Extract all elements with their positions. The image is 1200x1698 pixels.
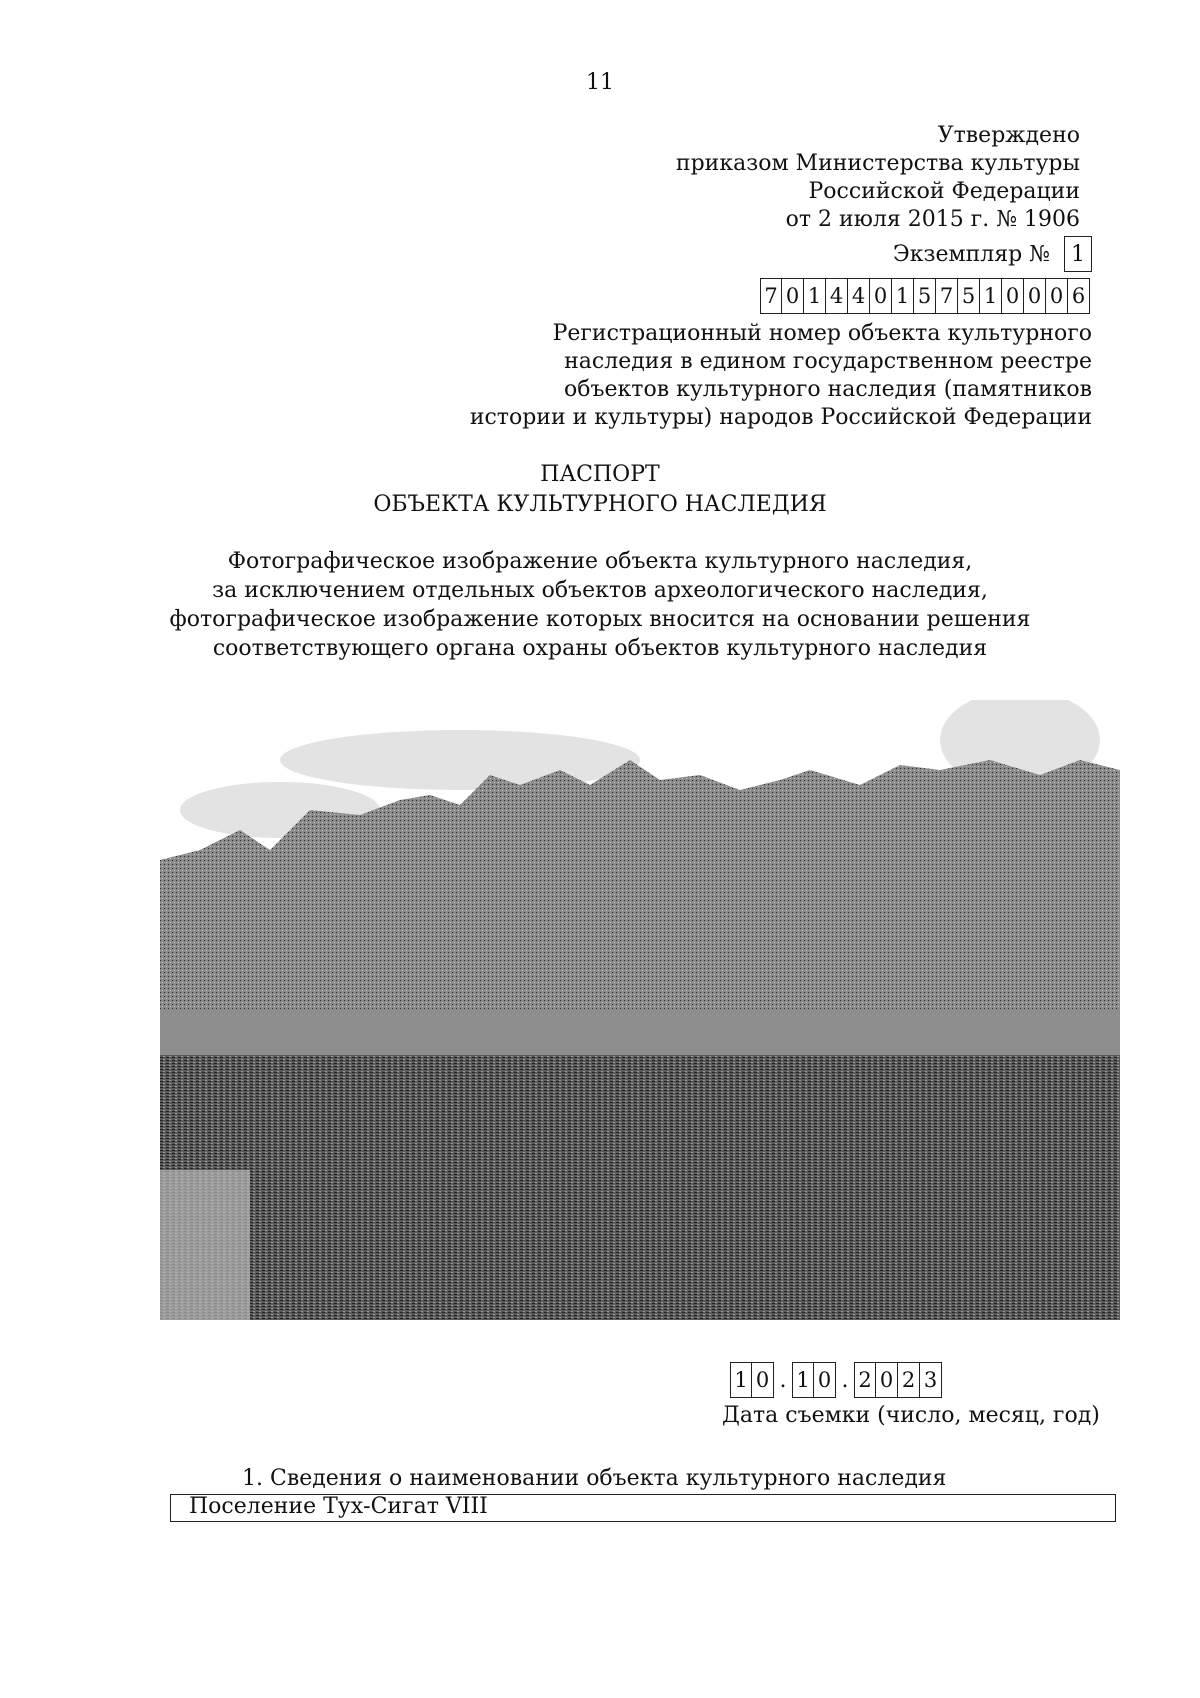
registration-digit: 1: [980, 278, 1002, 314]
date-digit: 0: [752, 1362, 774, 1398]
date-digit: 2: [898, 1362, 920, 1398]
shore: [160, 1010, 1120, 1060]
date-separator: .: [841, 1367, 849, 1393]
date-separator: .: [779, 1367, 787, 1393]
approval-line: приказом Министерства культуры: [675, 151, 1080, 176]
date-day: [730, 1362, 774, 1398]
registration-caption-line: истории и культуры) народов Российской Федерации: [469, 405, 1092, 430]
registration-caption-line: наследия в едином государственном реестре: [564, 349, 1092, 374]
date-month: [792, 1362, 836, 1398]
registration-digit: 7: [760, 278, 782, 314]
registration-digit: 5: [958, 278, 980, 314]
registration-digit: 1: [804, 278, 826, 314]
document-title: [0, 460, 1200, 520]
page-number: 11: [586, 70, 614, 95]
registration-digit: 4: [848, 278, 870, 314]
registration-digit: 4: [826, 278, 848, 314]
registration-digit: 0: [870, 278, 892, 314]
registration-digit: 7: [936, 278, 958, 314]
registration-digit: 0: [1002, 278, 1024, 314]
title-line: ОБЪЕКТА КУЛЬТУРНОГО НАСЛЕДИЯ: [373, 492, 827, 517]
date-year: [854, 1362, 942, 1398]
registration-digit: 0: [782, 278, 804, 314]
section-1-title: 1. Сведения о наименовании объекта культурного наследия: [242, 1466, 947, 1491]
date-digit: 1: [792, 1362, 814, 1398]
registration-number: [760, 278, 1090, 314]
registration-caption: [470, 320, 1092, 432]
approval-line: Российской Федерации: [808, 179, 1080, 204]
photo-caption-line: за исключением отдельных объектов археологического наследия,: [212, 578, 988, 603]
copy-number-label: Экземпляр №: [892, 241, 1050, 267]
photo-caption-line: фотографическое изображение которых вносится на основании решения: [169, 607, 1031, 632]
shoot-date: [730, 1362, 942, 1398]
date-digit: 0: [814, 1362, 836, 1398]
registration-digit: 0: [1046, 278, 1068, 314]
shoot-date-caption: Дата съемки (число, месяц, год): [722, 1403, 1100, 1428]
object-name-field: Поселение Тух-Сигат VIII: [170, 1494, 1116, 1522]
water-reflection: [160, 1055, 1120, 1320]
date-digit: 1: [730, 1362, 752, 1398]
approval-line: Утверждено: [937, 123, 1080, 148]
registration-digit: 6: [1068, 278, 1090, 314]
site-photo: [160, 700, 1120, 1320]
registration-caption-line: объектов культурного наследия (памятников: [564, 377, 1092, 402]
date-digit: 2: [854, 1362, 876, 1398]
date-digit: 3: [920, 1362, 942, 1398]
photo-caption: [0, 547, 1200, 663]
photo-caption-line: Фотографическое изображение объекта культурного наследия,: [227, 549, 973, 574]
registration-digit: 0: [1024, 278, 1046, 314]
registration-caption-line: Регистрационный номер объекта культурного: [552, 321, 1092, 346]
approval-line: от 2 июля 2015 г. № 1906: [785, 207, 1080, 232]
registration-digit: 1: [892, 278, 914, 314]
approval-block: [676, 122, 1080, 234]
title-line: ПАСПОРТ: [540, 462, 660, 487]
registration-digit: 5: [914, 278, 936, 314]
copy-number-row: [893, 236, 1092, 272]
photo-caption-line: соответствующего органа охраны объектов культурного наследия: [212, 636, 988, 661]
copy-number-box: 1: [1064, 236, 1092, 272]
date-digit: 0: [876, 1362, 898, 1398]
